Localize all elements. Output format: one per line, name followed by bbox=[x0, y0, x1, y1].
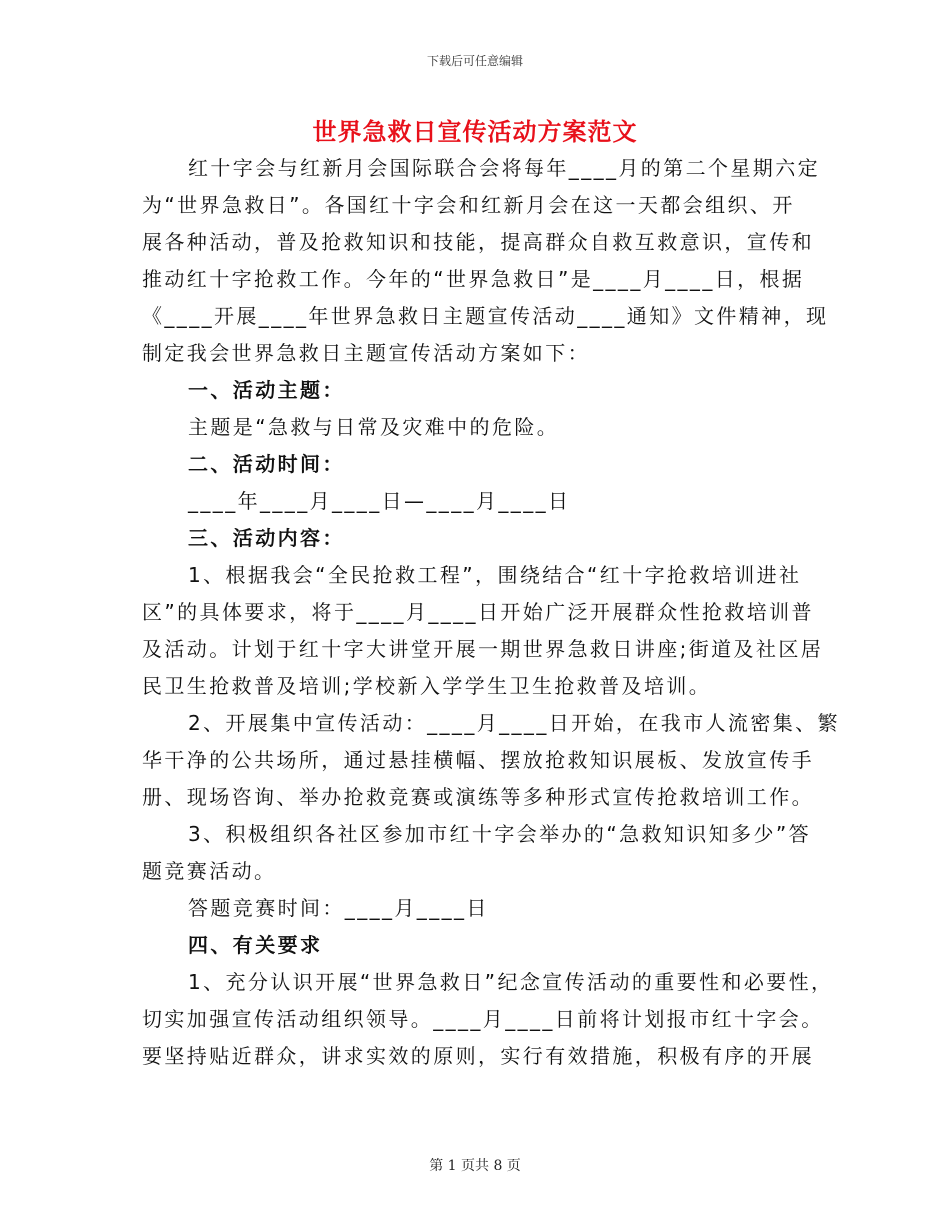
paragraph-line: 主题是“急救与日常及灾难中的危险。 bbox=[188, 415, 560, 439]
section-heading: 四、有关要求 bbox=[188, 933, 323, 957]
section-heading: 一、活动主题： bbox=[188, 378, 345, 402]
paragraph-line: 民卫生抢救普及培训;学校新入学学生卫生抢救普及培训。 bbox=[142, 674, 712, 698]
document-body bbox=[142, 150, 840, 1075]
paragraph-line: 答题竞赛时间：____月____日 bbox=[188, 896, 489, 920]
paragraph-line: 《____开展____年世界急救日主题宣传活动____通知》文件精神，现 bbox=[142, 304, 829, 328]
paragraph-line: 要坚持贴近群众，讲求实效的原则，实行有效措施，积极有序的开展 bbox=[142, 1044, 814, 1068]
page-footer: 第 1 页共 8 页 bbox=[429, 1158, 521, 1174]
paragraph-line: 区”的具体要求，将于____月____日开始广泛开展群众性抢救培训普 bbox=[142, 600, 814, 624]
paragraph-line: 展各种活动，普及抢救知识和技能，提高群众自救互救意识，宣传和 bbox=[142, 230, 814, 254]
paragraph-line: 3、积极组织各社区参加市红十字会举办的“急救知识知多少”答 bbox=[188, 822, 812, 846]
paragraph-line: 及活动。计划于红十字大讲堂开展一期世界急救日讲座;街道及社区居 bbox=[142, 637, 824, 661]
paragraph-line: 册、现场咨询、举办抢救竞赛或演练等多种形式宣传抢救培训工作。 bbox=[142, 785, 814, 809]
paragraph-line: 1、充分认识开展“世界急救日”纪念宣传活动的重要性和必要性， bbox=[188, 970, 834, 994]
paragraph-line: 华干净的公共场所，通过悬挂横幅、摆放抢救知识展板、发放宣传手 bbox=[142, 748, 814, 772]
paragraph-line: 红十字会与红新月会国际联合会将每年____月的第二个星期六定 bbox=[188, 156, 820, 180]
header-note: 下载后可任意编辑 bbox=[426, 54, 523, 68]
section-heading: 三、活动内容： bbox=[188, 526, 345, 550]
paragraph-line: 2、开展集中宣传活动：____月____日开始，在我市人流密集、繁 bbox=[188, 711, 840, 735]
document-title: 世界急救日宣传活动方案范文 bbox=[312, 118, 638, 146]
paragraph-line: 推动红十字抢救工作。今年的“世界急救日”是____月____日，根据 bbox=[142, 267, 805, 291]
paragraph-line: ____年____月____日—____月____日 bbox=[188, 489, 571, 513]
paragraph-line: 题竞赛活动。 bbox=[142, 859, 277, 883]
paragraph-line: 制定我会世界急救日主题宣传活动方案如下： bbox=[142, 341, 590, 365]
paragraph-line: 1、根据我会“全民抢救工程”，围绕结合“红十字抢救培训进社 bbox=[188, 563, 802, 587]
section-heading: 二、活动时间： bbox=[188, 452, 345, 476]
paragraph-line: 切实加强宣传活动组织领导。____月____日前将计划报市红十字会。 bbox=[142, 1007, 824, 1031]
paragraph-line: 为“世界急救日”。各国红十字会和红新月会在这一天都会组织、开 bbox=[142, 193, 795, 217]
